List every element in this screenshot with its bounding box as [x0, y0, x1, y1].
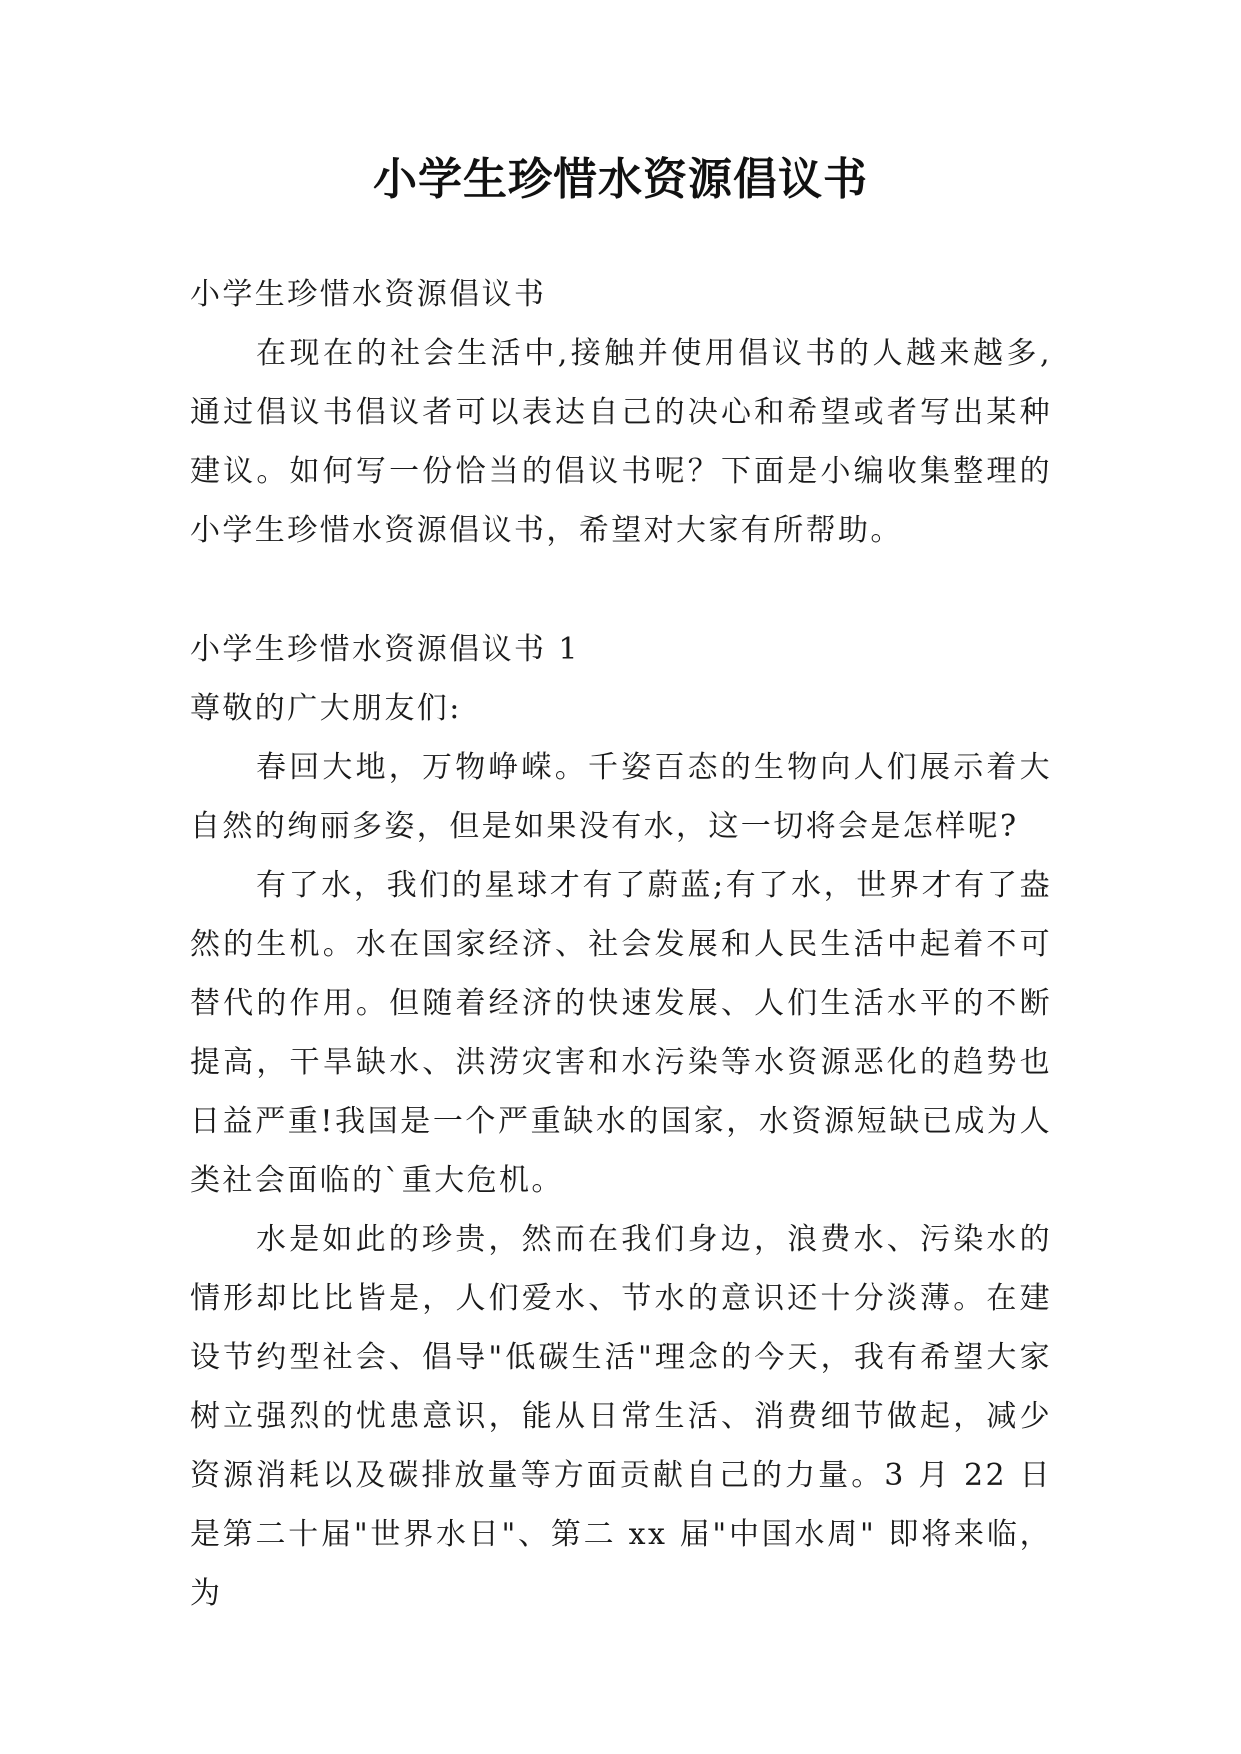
body-paragraph-1: 春回大地，万物峥嵘。千姿百态的生物向人们展示着大自然的绚丽多姿，但是如果没有水，这一切将会是怎样呢?: [190, 750, 1052, 844]
document-title: 小学生珍惜水资源倡议书: [373, 154, 868, 205]
section-heading: 小学生珍惜水资源倡议书 1: [190, 632, 580, 667]
intro-block: [190, 265, 1052, 560]
intro-paragraph: 在现在的社会生活中,接触并使用倡议书的人越来越多,通过倡议书倡议者可以表达自己的决心和希望或者写出某种建议。如何写一份恰当的倡议书呢？下面是小编收集整理的小学生珍惜水资源倡议书，希望对大家有所帮助。: [190, 336, 1052, 548]
body-paragraph-2: 有了水，我们的星球才有了蔚蓝;有了水，世界才有了盎然的生机。水在国家经济、社会发展和人民生活中起着不可替代的作用。但随着经济的快速发展、人们生活水平的不断提高，干旱缺水、洪涝灾害和水污染等水资源恶化的趋势也日益严重!我国是一个严重缺水的国家，水资源短缺已成为人类社会面临的`重大危机。: [190, 868, 1052, 1198]
section-1: [190, 620, 1052, 1623]
document-subtitle: 小学生珍惜水资源倡议书: [190, 277, 547, 312]
body-paragraph-3: 水是如此的珍贵，然而在我们身边，浪费水、污染水的情形却比比皆是，人们爱水、节水的意识还十分淡薄。在建设节约型社会、倡导"低碳生活"理念的今天，我有希望大家树立强烈的忧患意识，能从日常生活、消费细节做起，减少资源消耗以及碳排放量等方面贡献自己的力量。3 月 22 日是第二十届"世界水日"、第二 xx 届"中国水周" 即将来临，为: [190, 1222, 1052, 1611]
salutation: 尊敬的广大朋友们:: [190, 691, 462, 726]
